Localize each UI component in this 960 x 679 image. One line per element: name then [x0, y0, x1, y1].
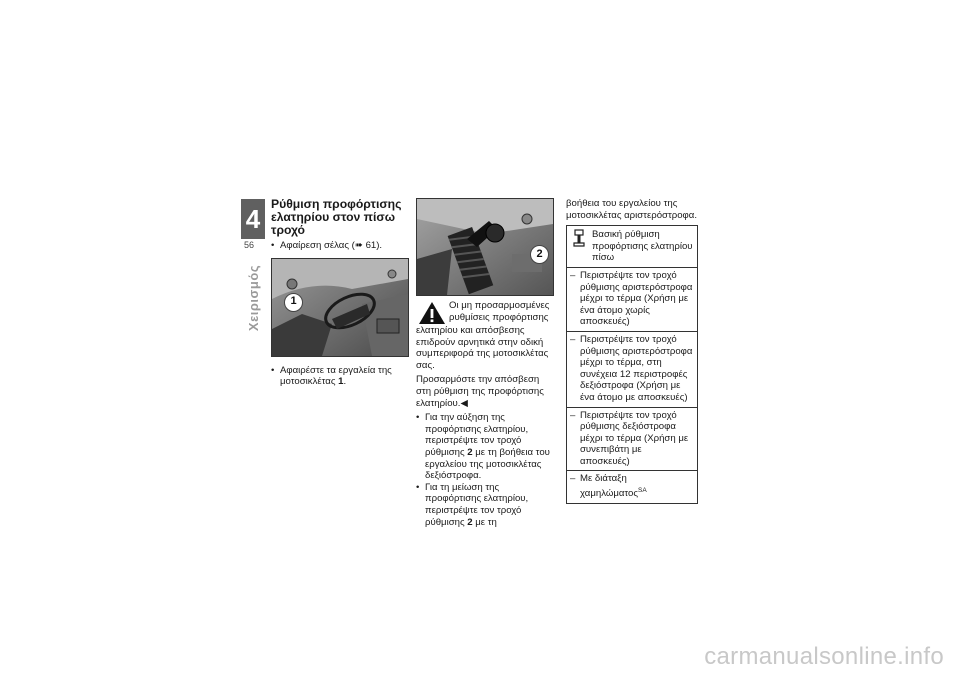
setting-row: – Περιστρέψτε τον τροχό ρύθμισης αριστερόστροφα μέχρι το τέρμα, στη συνέχεια 12 περιστροφές δεξιόστροφα (Χρήση με ένα άτομο με αποσκευές) — [567, 332, 697, 408]
watermark: carmanualsonline.info — [704, 643, 944, 670]
instruction-paragraph: Προσαρμόστε την απόσβεση στη ρύθμιση της προφόρτισης ελατηρίου.◀ — [416, 374, 544, 409]
arrow-icon: ➠ — [354, 240, 363, 251]
column-2 — [416, 198, 554, 528]
dash-glyph: – — [570, 473, 576, 485]
wrench-icon — [572, 229, 586, 247]
bullet-glyph: • — [271, 364, 275, 376]
settings-table-header — [567, 226, 697, 268]
setting-row: – Περιστρέψτε τον τροχό ρύθμισης αριστερόστροφα μέχρι το τέρμα (Χρήση με ένα άτομο χωρίς αποσκευές) — [567, 268, 697, 332]
settings-table — [566, 225, 698, 504]
dash-glyph: – — [570, 409, 576, 421]
step-increase-preload: • Για την αύξηση της προφόρτισης ελατηρίου, περιστρέψτε τον τροχό ρύθμισης 2 με τη βοήθεια του εργαλείου της μοτοσικλέτας δεξιόστροφα. — [416, 412, 550, 482]
continued-text: βοήθεια του εργαλείου της μοτοσικλέτας αριστερόστροφα. — [566, 198, 697, 221]
step-text: Αφαίρεση σέλας ( — [280, 240, 355, 251]
option-superscript: SA — [638, 487, 647, 495]
column-1 — [271, 198, 409, 388]
settings-table-title: Βασική ρύθμιση προφόρτισης ελατηρίου πίσω — [592, 229, 693, 264]
chapter-tab: 4 — [241, 199, 265, 239]
photo-tool-kit — [271, 258, 409, 357]
bullet-glyph: • — [416, 412, 420, 424]
warning-lead: Οι μη προσαρμοσμένες ρυθμίσεις προφόρτισης — [449, 300, 550, 323]
step-text: Αφαιρέστε τα εργαλεία της μοτοσικλέτας — [280, 364, 392, 388]
warning-block — [416, 300, 554, 325]
photo-adjuster-wheel — [416, 198, 554, 296]
end-mark-icon: ◀ — [460, 397, 468, 409]
section-title: Ρύθμιση προφόρτισης ελατηρίου στον πίσω τροχό — [271, 197, 402, 237]
side-chapter-label: Χειρισμός — [246, 264, 261, 332]
callout-2: 2 — [530, 245, 549, 264]
bullet-glyph: • — [416, 481, 420, 493]
dash-glyph: – — [570, 269, 576, 281]
warning-text: ελατηρίου και απόσβεσης επιδρούν αρνητικά στην οδική συμπεριφορά της μοτοσικλέτας σας. — [416, 325, 549, 371]
bullet-glyph: • — [271, 240, 275, 251]
dash-glyph: – — [570, 333, 576, 345]
page-number: 56 — [244, 240, 255, 250]
step-remove-seat: • Αφαίρεση σέλας (➠ 61). — [271, 240, 383, 251]
step-decrease-preload: • Για τη μείωση της προφόρτισης ελατηρίου, περιστρέψτε τον τροχό ρύθμισης 2 με τη — [416, 481, 529, 528]
setting-row: – Με διάταξη χαμηλώματος$^{SA}$ — [570, 473, 647, 500]
step-remove-tools: • Αφαιρέστε τα εργαλεία της μοτοσικλέτας 1. — [271, 364, 392, 388]
warning-icon — [418, 301, 446, 325]
page-ref-link[interactable]: 61 — [365, 240, 377, 251]
callout-1: 1 — [284, 293, 303, 312]
setting-row: – Περιστρέψτε τον τροχό ρύθμισης δεξιόστροφα μέχρι το τέρμα (Χρήση με συνεπιβάτη με αποσκευές) — [567, 408, 697, 472]
column-3 — [566, 198, 698, 504]
